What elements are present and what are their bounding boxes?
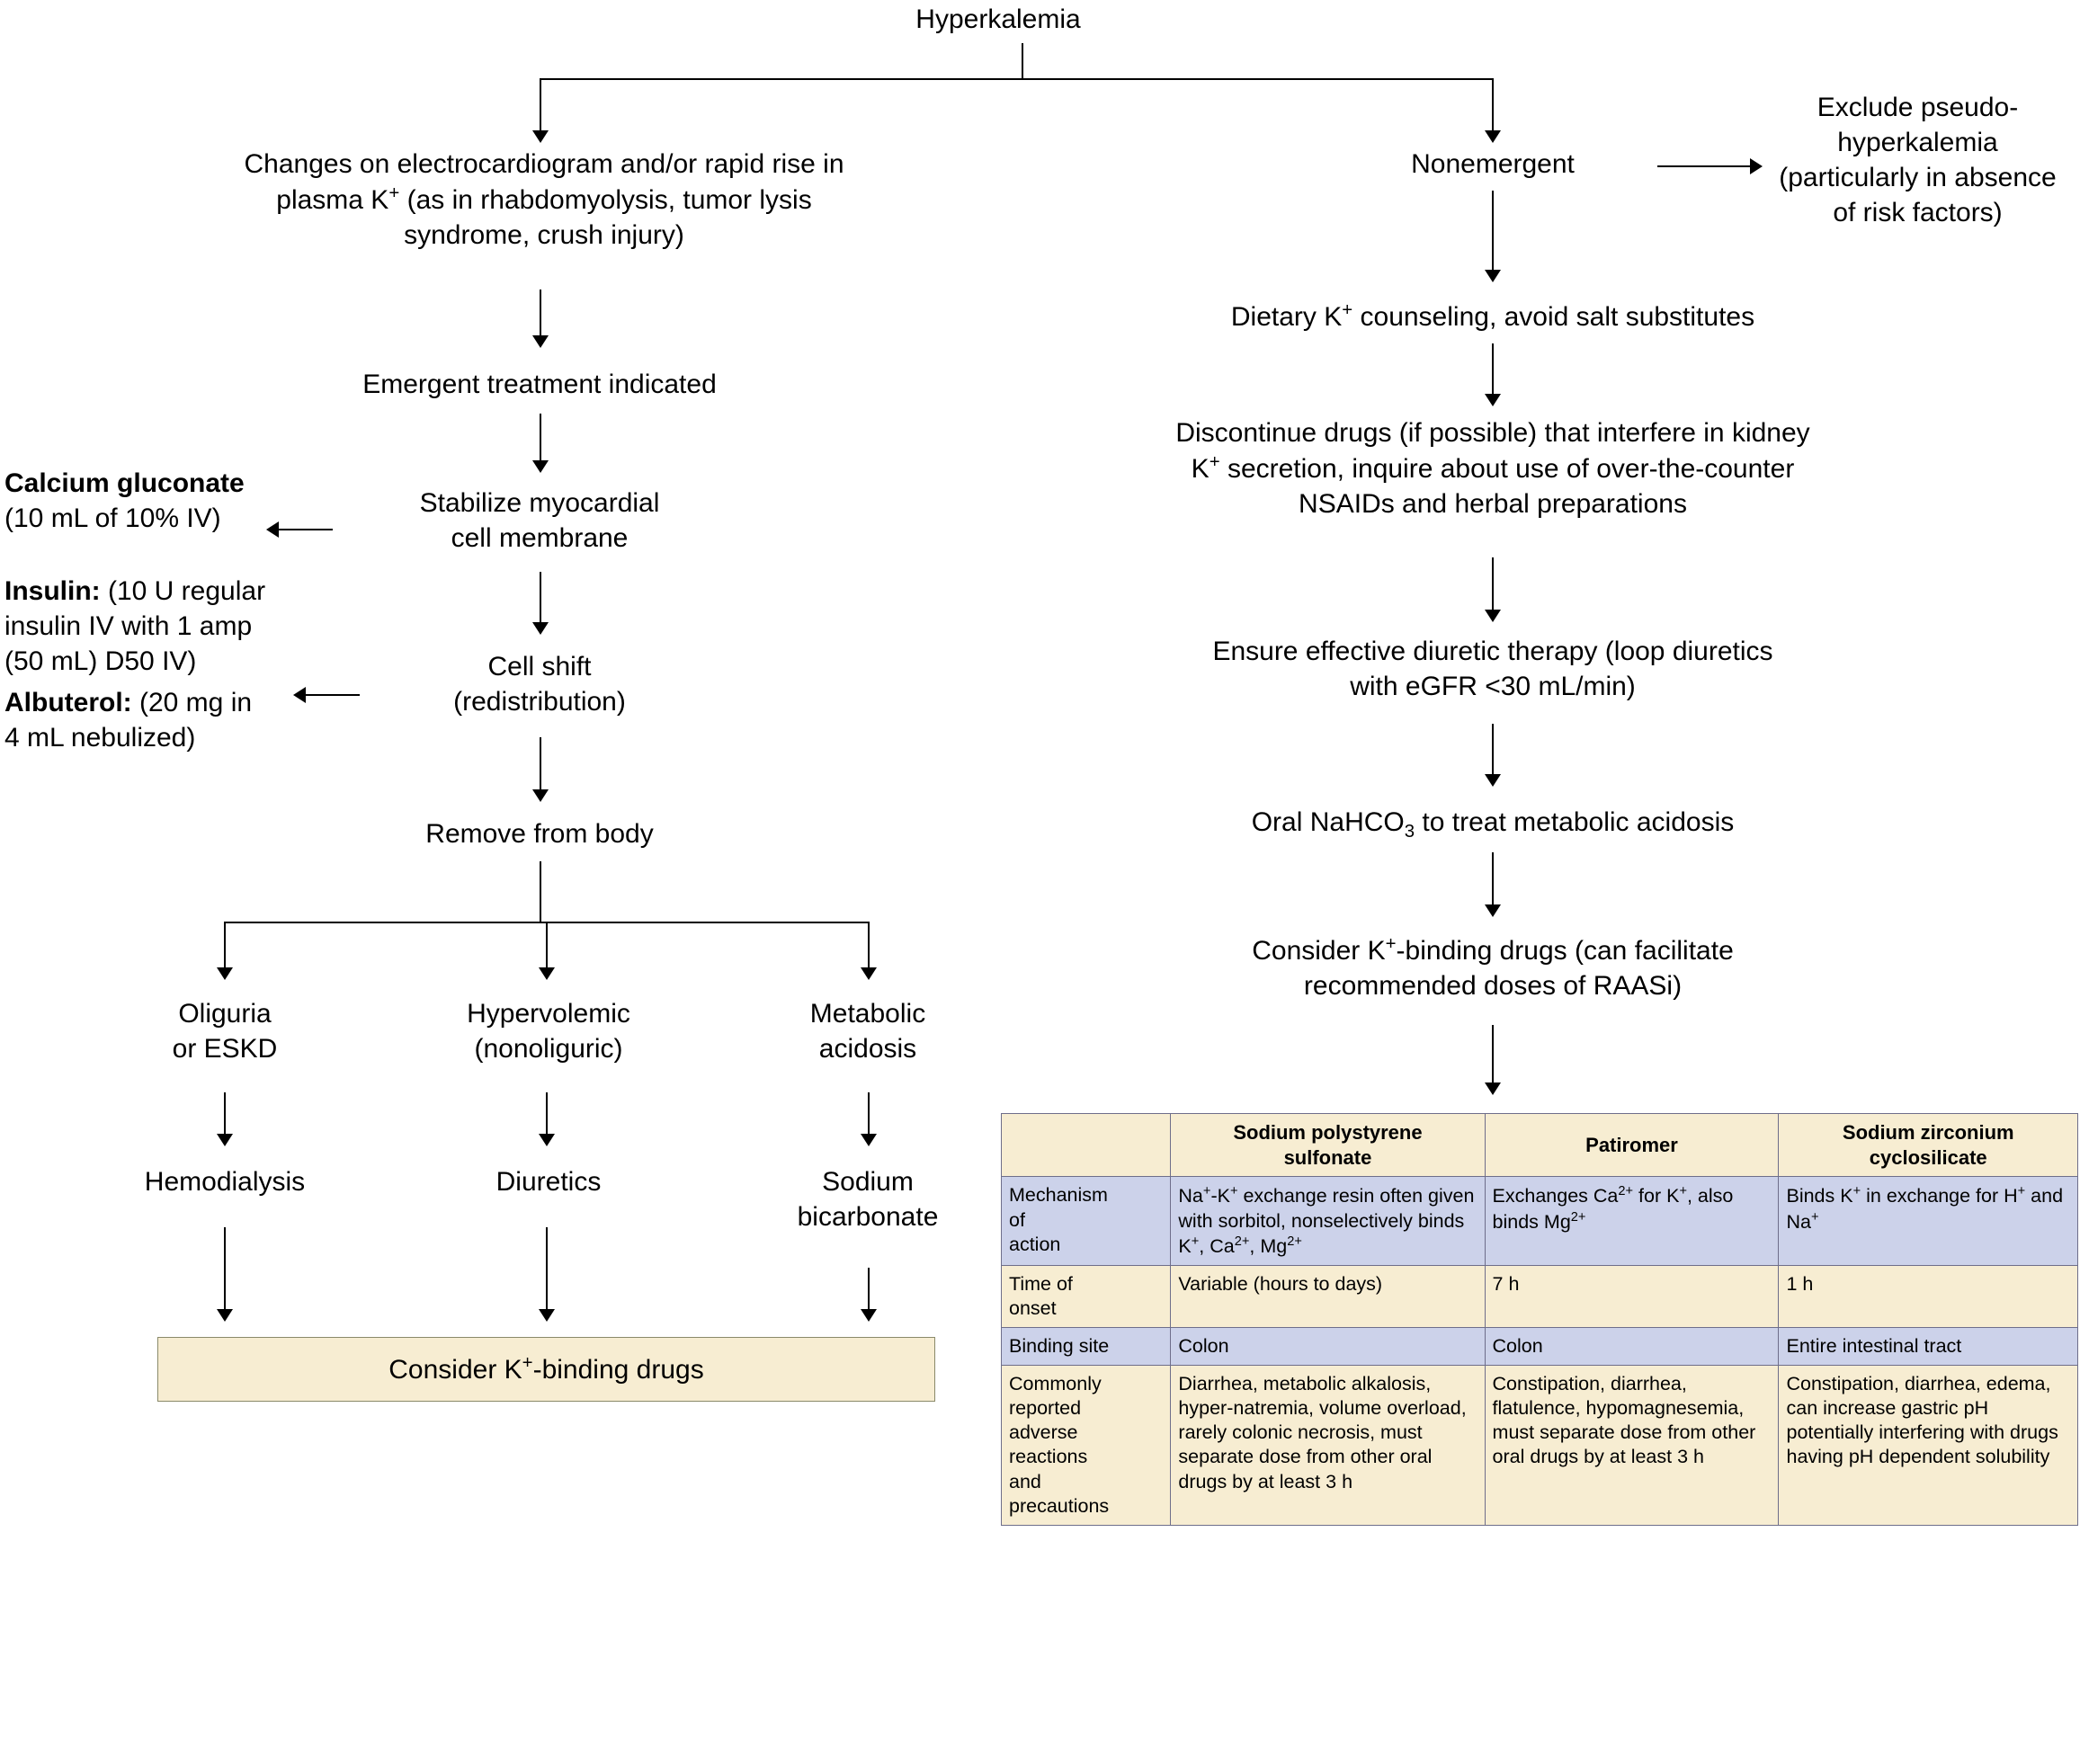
cell-mechanism-sps: Na+-K+ exchange resin often given with sorbitol, nonselectively binds K+, $Ca^{2+}$, $Mg^{2+}$ [1171, 1177, 1485, 1266]
connector-diuretic-to-nahco3 [1492, 724, 1494, 778]
arrowhead-trigger-to-emergent [532, 335, 549, 348]
connector-binders-to-table [1492, 1025, 1494, 1086]
row-label-time-of-onset: Time of onset [1002, 1265, 1171, 1327]
arrowhead-dietary-to-discontinue [1485, 394, 1501, 406]
arrowhead-branch-hypervolemic [539, 967, 555, 980]
connector-cellshift-to-insulin [306, 694, 360, 696]
arrowhead-nonemergent-to-dietary [1485, 270, 1501, 282]
table-header-sps: Sodium polystyrene sulfonate [1171, 1114, 1485, 1177]
table-row [1002, 1265, 2078, 1327]
table-header-patiromer: Patiromer [1485, 1114, 1779, 1177]
connector-branch-hypervolemic [546, 922, 548, 971]
connector-root-split [540, 78, 1493, 80]
row-label-binding-site: Binding site [1002, 1328, 1171, 1366]
connector-bicarb-to-binders [868, 1268, 870, 1313]
arrowhead-nonemergent-to-exclude [1750, 158, 1763, 174]
note-albuterol: Albuterol: (20 mg in 4 mL nebulized) [4, 688, 253, 753]
row-label-adverse-reactions: Commonly reported adverse reactions and precautions [1002, 1366, 1171, 1525]
arrowhead-branch-acidosis [861, 967, 877, 980]
note-calcium-gluconate-name: Calcium gluconate [4, 468, 245, 498]
arrowhead-nahco3-to-binders [1485, 904, 1501, 917]
node-emergent-treatment [252, 367, 827, 402]
node-hyperkalemia-label: Hyperkalemia [915, 4, 1081, 34]
cell-mechanism-patiromer: Exchanges $Ca^{2+}$ for K+, also binds $Mg^{2+}$ [1485, 1177, 1779, 1266]
connector-hyper-to-diuretics [546, 1092, 548, 1137]
node-diuretics [418, 1164, 679, 1199]
cell-binding-sps: Colon [1171, 1328, 1485, 1366]
table-header-szc: Sodium zirconium cyclosilicate [1779, 1114, 2078, 1177]
arrowhead-diuretic-to-nahco3 [1485, 774, 1501, 787]
arrowhead-stabilize-to-calcium [266, 521, 279, 538]
node-cell-shift: Cell shift (redistribution) [453, 652, 626, 717]
node-discontinue-drugs: Discontinue drugs (if possible) that interfere in kidney K+ secretion, inquire about use of over-the-counter NSAIDs and herbal preparations [1175, 418, 1810, 519]
arrowhead-branch-oliguria [217, 967, 233, 980]
connector-hd-to-binders [224, 1227, 226, 1313]
connector-stabilize-to-calcium [279, 529, 333, 530]
node-exclude-pseudohyperkalemia: Exclude pseudo- hyperkalemia (particularly in absence of risk factors) [1779, 93, 2057, 227]
arrowhead-acidosis-to-bicarb [861, 1134, 877, 1146]
arrowhead-bicarb-to-binders [861, 1309, 877, 1322]
node-dietary-counseling: Dietary K+ counseling, avoid salt substitutes [1230, 300, 1755, 332]
table-row [1002, 1177, 2078, 1266]
arrowhead-cellshift-to-insulin [293, 687, 306, 703]
connector-emergent-to-stabilize [540, 414, 541, 464]
note-insulin: Insulin: (10 U regular insulin IV with 1 amp (50 mL) D50 IV) [4, 576, 266, 676]
node-metabolic-acidosis: Metabolic acidosis [809, 999, 926, 1064]
arrowhead-oliguria-to-hd [217, 1134, 233, 1146]
arrowhead-left-branch [532, 130, 549, 143]
arrowhead-stabilize-to-cellshift [532, 622, 549, 635]
node-hemodialysis-label: Hemodialysis [144, 1167, 306, 1197]
connector-diuretics-to-binders [546, 1227, 548, 1313]
connector-acidosis-to-bicarb [868, 1092, 870, 1137]
node-oral-nahco3: Oral NaHCO$_3$ to treat metabolic acidosis [1251, 807, 1735, 842]
connector-left-branch [540, 78, 541, 134]
node-oliguria: Oliguria or ESKD [172, 999, 278, 1064]
arrowhead-hyper-to-diuretics [539, 1134, 555, 1146]
node-remove-from-body [342, 816, 737, 851]
connector-nahco3-to-binders [1492, 852, 1494, 908]
table-header-row [1002, 1114, 2078, 1177]
arrowhead-cellshift-to-remove [532, 789, 549, 802]
table-header-blank [1002, 1114, 1171, 1177]
cell-binding-szc: Entire intestinal tract [1779, 1328, 2078, 1366]
arrowhead-emergent-to-stabilize [532, 460, 549, 473]
drug-comparison-table [1001, 1113, 2078, 1526]
arrowhead-diuretics-to-binders [539, 1309, 555, 1322]
node-stabilize: Stabilize myocardial cell membrane [419, 488, 660, 553]
connector-right-branch [1492, 78, 1494, 134]
note-insulin-name: Insulin: [4, 576, 101, 606]
cell-onset-patiromer: 7 h [1485, 1265, 1779, 1327]
arrowhead-hd-to-binders [217, 1309, 233, 1322]
note-albuterol-name: Albuterol: [4, 688, 132, 717]
connector-branch-oliguria [224, 922, 226, 971]
cell-adverse-sps: Diarrhea, metabolic alkalosis, hyper-natremia, volume overload, rarely colonic necrosis, must separate dose from other oral drugs by at least 3 h [1171, 1366, 1485, 1525]
cell-onset-sps: Variable (hours to days) [1171, 1265, 1485, 1327]
arrowhead-right-branch [1485, 130, 1501, 143]
box-consider-binding-drugs-left-label: Consider K+-binding drugs [388, 1353, 704, 1385]
row-label-mechanism: Mechanism of action [1002, 1177, 1171, 1266]
table-row [1002, 1328, 2078, 1366]
node-nonemergent-label: Nonemergent [1411, 149, 1575, 179]
connector-root-stem [1022, 43, 1023, 79]
cell-adverse-patiromer: Constipation, diarrhea, flatulence, hypomagnesemia, must separate dose from other oral drugs by at least 3 h [1485, 1366, 1779, 1525]
node-nonemergent [1322, 147, 1664, 182]
cell-adverse-szc: Constipation, diarrhea, edema, can increase gastric pH potentially interfering with drugs having pH dependent solubility [1779, 1366, 2078, 1525]
connector-nonemergent-to-dietary [1492, 191, 1494, 273]
table-row [1002, 1366, 2078, 1525]
cell-mechanism-szc: Binds K+ in exchange for H+ and Na+ [1779, 1177, 2078, 1266]
connector-remove-stem [540, 861, 541, 922]
node-remove-from-body-label: Remove from body [425, 819, 654, 849]
connector-trigger-to-emergent [540, 290, 541, 339]
node-hypervolemic: Hypervolemic (nonoliguric) [467, 999, 630, 1064]
connector-nonemergent-to-exclude [1657, 165, 1752, 167]
node-diuretics-label: Diuretics [495, 1167, 602, 1197]
arrowhead-binders-to-table [1485, 1082, 1501, 1095]
connector-dietary-to-discontinue [1492, 343, 1494, 397]
node-hemodialysis [99, 1164, 351, 1199]
connector-discontinue-to-diuretic [1492, 557, 1494, 613]
note-calcium-gluconate [4, 466, 265, 536]
node-consider-binding-drugs-right: Consider K+-binding drugs (can facilitate recommended doses of RAASi) [1252, 934, 1734, 1001]
note-calcium-gluconate-dose: (10 mL of 10% IV) [4, 503, 221, 533]
connector-cellshift-to-remove [540, 737, 541, 793]
node-hyperkalemia [809, 2, 1187, 37]
connector-stabilize-to-cellshift [540, 572, 541, 626]
cell-onset-szc: 1 h [1779, 1265, 2078, 1327]
node-sodium-bicarbonate: Sodium bicarbonate [797, 1167, 939, 1232]
node-diuretic-therapy: Ensure effective diuretic therapy (loop diuretics with eGFR <30 mL/min) [1212, 637, 1773, 701]
cell-binding-patiromer: Colon [1485, 1328, 1779, 1366]
connector-oliguria-to-hd [224, 1092, 226, 1137]
box-consider-binding-drugs-left [157, 1337, 935, 1402]
node-emergent-trigger: Changes on electrocardiogram and/or rapid rise in plasma K+ (as in rhabdomyolysis, tumor lysis syndrome, crush injury) [244, 149, 844, 250]
arrowhead-discontinue-to-diuretic [1485, 610, 1501, 622]
node-emergent-treatment-label: Emergent treatment indicated [362, 370, 717, 399]
connector-branch-acidosis [868, 922, 870, 971]
